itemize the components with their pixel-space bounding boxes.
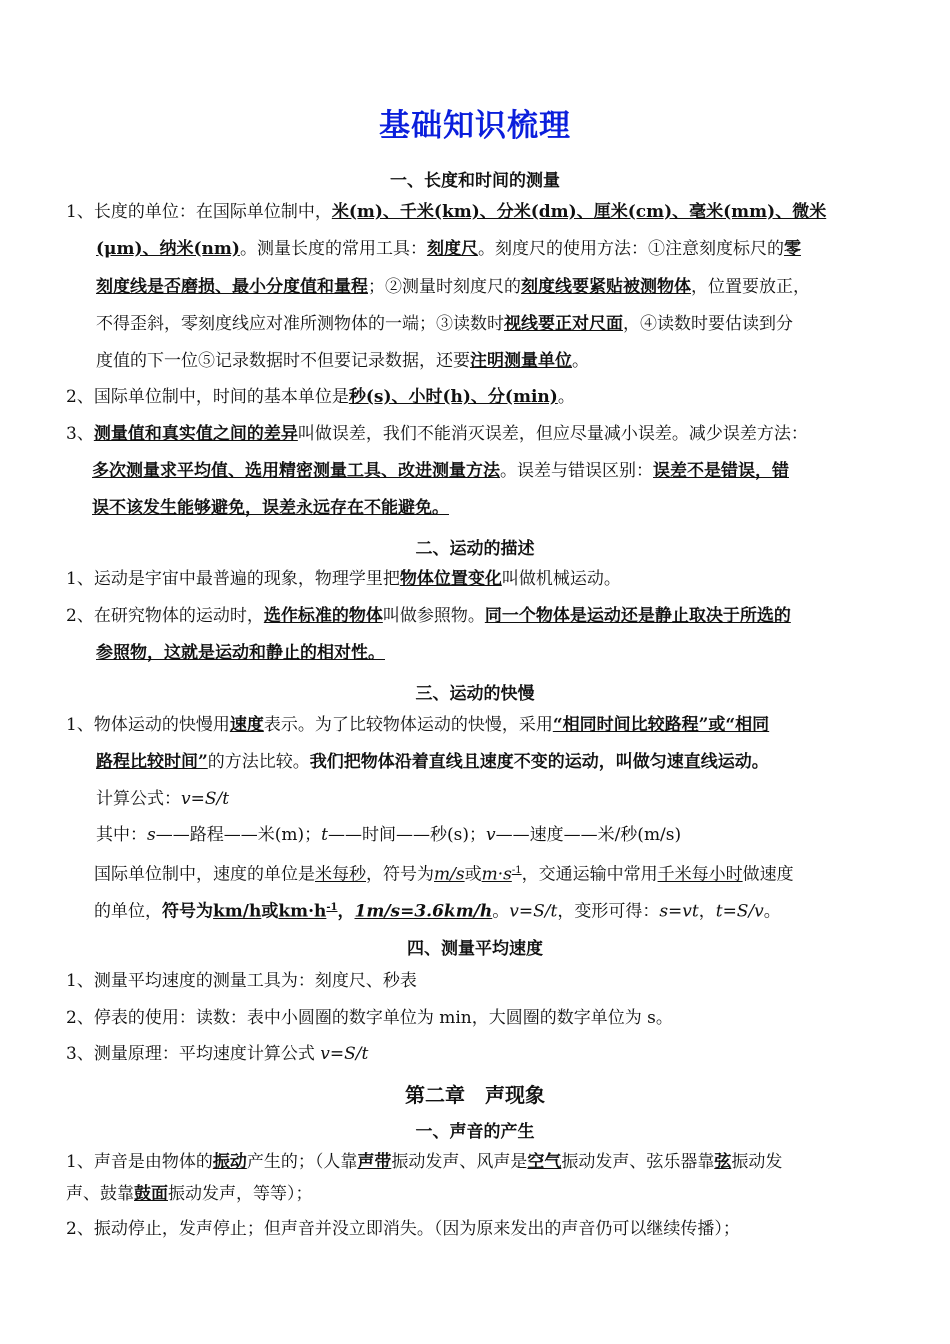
underlined-text: 米每秒: [315, 864, 366, 885]
emphasis-text: 零: [783, 239, 801, 259]
list-number: 2、: [66, 387, 94, 407]
paragraph-line: 2、停表的使用：读数：表中小圆圈的数字单位为 min，大圆圈的数字单位为 s。: [66, 1008, 673, 1028]
text: 物体运动的快慢用: [93, 715, 230, 735]
unit-symbol: km·h: [278, 901, 327, 922]
paragraph-line: [66, 1151, 782, 1173]
text: ，交通运输中常用: [521, 864, 658, 885]
emphasis-text: 同一个物体是运动还是静止取决于所选的: [484, 606, 791, 626]
conversion-formula: 1m/s=3.6km/h: [354, 901, 493, 922]
paragraph-line: [66, 201, 826, 223]
text: ，符号为: [366, 864, 434, 885]
emphasis-text: (μm)、纳米(nm): [96, 239, 240, 259]
paragraph-line: [66, 1043, 368, 1065]
section-heading-sound-production: 一、声音的产生: [415, 1122, 535, 1142]
text: ——时间——秒(s)；: [327, 825, 486, 845]
list-number: 1、: [66, 569, 94, 589]
text: 。: [572, 351, 589, 371]
emphasis-text: 多次测量求平均值、选用精密测量工具、改进测量方法: [92, 461, 500, 481]
paragraph-line: [92, 497, 449, 519]
emphasis-text: 测量值和真实值之间的差异: [93, 424, 298, 444]
bold-text: ，: [337, 901, 355, 922]
emphasis-text: 视线要正对尺面: [504, 314, 623, 334]
emphasis-text: 鼓面: [134, 1184, 168, 1204]
section-heading-length-time: 一、长度和时间的测量: [390, 171, 560, 191]
text: 振动发声、弦乐器靠: [561, 1152, 715, 1172]
formula: t=S/v: [715, 901, 764, 922]
formula-line: [96, 788, 229, 810]
emphasis-text: 刻度尺: [426, 239, 478, 259]
text: 产生的；（人靠: [246, 1152, 358, 1172]
emphasis-text: 米(m)、千米(km)、分米(dm)、厘米(cm)、毫米(mm)、微米: [331, 202, 827, 222]
text: 或: [464, 864, 482, 885]
text: 做速度: [742, 864, 794, 885]
text: 不得歪斜，零刻度线应对准所测物体的一端；③读数时: [96, 314, 504, 334]
variable: s: [147, 825, 156, 845]
emphasis-text: 参照物，这就是运动和静止的相对性。: [96, 643, 385, 663]
text: 叫做机械运动。: [501, 569, 621, 589]
text: 。测量长度的常用工具：: [239, 239, 427, 259]
text: 叫做参照物。: [382, 606, 485, 626]
variable: v: [485, 825, 496, 845]
text: ，④读数时要估读到分: [623, 314, 793, 334]
emphasis-text: 弦: [714, 1152, 732, 1172]
text: 。: [557, 387, 575, 407]
paragraph-line: [66, 423, 808, 445]
paragraph-line: [96, 276, 810, 298]
emphasis-text: 速度: [229, 715, 264, 735]
text: 叫做误差，我们不能消灭误差，但应尽量减小误差。减少误差方法：: [297, 424, 808, 444]
superscript: -1: [326, 902, 338, 913]
text: 计算公式：: [96, 789, 181, 809]
emphasis-text: 刻度线是否磨损、最小分度值和量程: [96, 277, 368, 297]
paragraph-line: 1、测量平均速度的测量工具为：刻度尺、秒表: [66, 971, 417, 991]
text: 其中：: [96, 825, 147, 845]
text: ，变形可得：: [557, 901, 660, 922]
document-title: 基础知识梳理: [379, 108, 571, 144]
section-heading-average-speed: 四、测量平均速度: [407, 939, 543, 959]
text: 振动发: [731, 1152, 783, 1172]
text: 的单位，: [94, 901, 162, 922]
paragraph-line: [66, 1183, 313, 1205]
underlined-text: 千米每小时: [657, 864, 743, 885]
paragraph-line: [66, 568, 621, 590]
list-number: 1、: [66, 202, 94, 222]
emphasis-text: 空气: [527, 1152, 562, 1172]
paragraph-line: [66, 386, 575, 408]
paragraph-line: [96, 642, 385, 664]
text: 。刻度尺的使用方法：①注意刻度标尺的: [477, 239, 784, 259]
bold-text: 符号为: [162, 901, 213, 922]
bold-text: 或: [261, 901, 279, 922]
text: 长度的单位：在国际单位制中，: [93, 202, 332, 222]
list-number: 1、: [66, 715, 94, 735]
text: 在研究物体的运动时，: [93, 606, 264, 626]
bold-text: 我们把物体沿着直线且速度不变的运动，叫做匀速直线运动。: [309, 752, 769, 772]
paragraph-line: [94, 860, 794, 886]
formula: s=vt: [659, 901, 699, 922]
chapter-title: 第二章 声现象: [405, 1083, 545, 1107]
unit-symbol: km/h: [213, 901, 262, 922]
unit-symbol: m/s: [434, 864, 465, 885]
text: ——速度——米/秒(m/s): [495, 825, 682, 845]
emphasis-text: 振动: [212, 1152, 247, 1172]
list-number: 3、: [66, 424, 94, 444]
text: 振动发声、风声是: [391, 1152, 528, 1172]
text: 1、声音是由物体的: [66, 1152, 213, 1172]
paragraph-line: 2、振动停止，发声停止；但声音并没立即消失。（因为原来发出的声音仍可以继续传播）；: [66, 1219, 740, 1239]
emphasis-text: 注明测量单位: [470, 351, 572, 371]
text: ，: [698, 901, 716, 922]
paragraph-line: [92, 460, 789, 482]
list-number: 2、: [66, 606, 94, 626]
emphasis-text: 选作标准的物体: [263, 606, 383, 626]
section-heading-motion-description: 二、运动的描述: [415, 539, 535, 559]
text: ；②测量时刻度尺的: [368, 277, 521, 297]
formula: v=S/t: [509, 901, 558, 922]
text: 国际单位制中，速度的单位是: [94, 864, 315, 885]
text: ——路程——米(m)；: [155, 825, 322, 845]
text: 表示。为了比较物体运动的快慢，采用: [263, 715, 553, 735]
paragraph-line: [66, 714, 769, 736]
text: 度值的下一位⑤记录数据时不但要记录数据，还要: [96, 351, 470, 371]
text: 振动发声，等等）；: [168, 1184, 313, 1204]
paragraph-line: [96, 751, 769, 773]
text: 3、测量原理：平均速度计算公式: [66, 1044, 321, 1064]
variables-line: [96, 824, 681, 846]
paragraph-line: [96, 313, 793, 335]
text: 声、鼓靠: [66, 1184, 134, 1204]
unit-symbol: m·s: [481, 864, 512, 885]
text: 。: [763, 901, 781, 922]
text: 。误差与错误区别：: [500, 461, 653, 481]
text: 国际单位制中，时间的基本单位是: [93, 387, 349, 407]
variable: t: [321, 825, 328, 845]
paragraph-line: [96, 350, 589, 372]
emphasis-text: 秒(s)、小时(h)、分(min): [348, 387, 558, 407]
emphasis-text: 声带: [357, 1152, 392, 1172]
text: 。: [492, 901, 510, 922]
formula: v=S/t: [320, 1044, 369, 1064]
emphasis-text: 误差不是错误，错: [653, 461, 789, 481]
paragraph-line: [94, 897, 781, 923]
paragraph-line: [66, 605, 791, 627]
superscript: -1: [511, 865, 522, 876]
emphasis-text: 刻度线要紧贴被测物体: [521, 277, 691, 297]
section-heading-motion-speed: 三、运动的快慢: [415, 684, 535, 704]
emphasis-text: 物体位置变化: [399, 569, 502, 589]
emphasis-text: 路程比较时间”: [96, 752, 208, 772]
text: ，位置要放正，: [691, 277, 810, 297]
emphasis-text: 误不该发生能够避免，误差永远存在不能避免。: [92, 498, 449, 518]
text: 的方法比较。: [207, 752, 310, 772]
text: 运动是宇宙中最普遍的现象，物理学里把: [93, 569, 400, 589]
emphasis-text: “相同时间比较路程”或“相同: [552, 715, 770, 735]
formula: v=S/t: [181, 789, 230, 809]
paragraph-line: [96, 238, 801, 260]
